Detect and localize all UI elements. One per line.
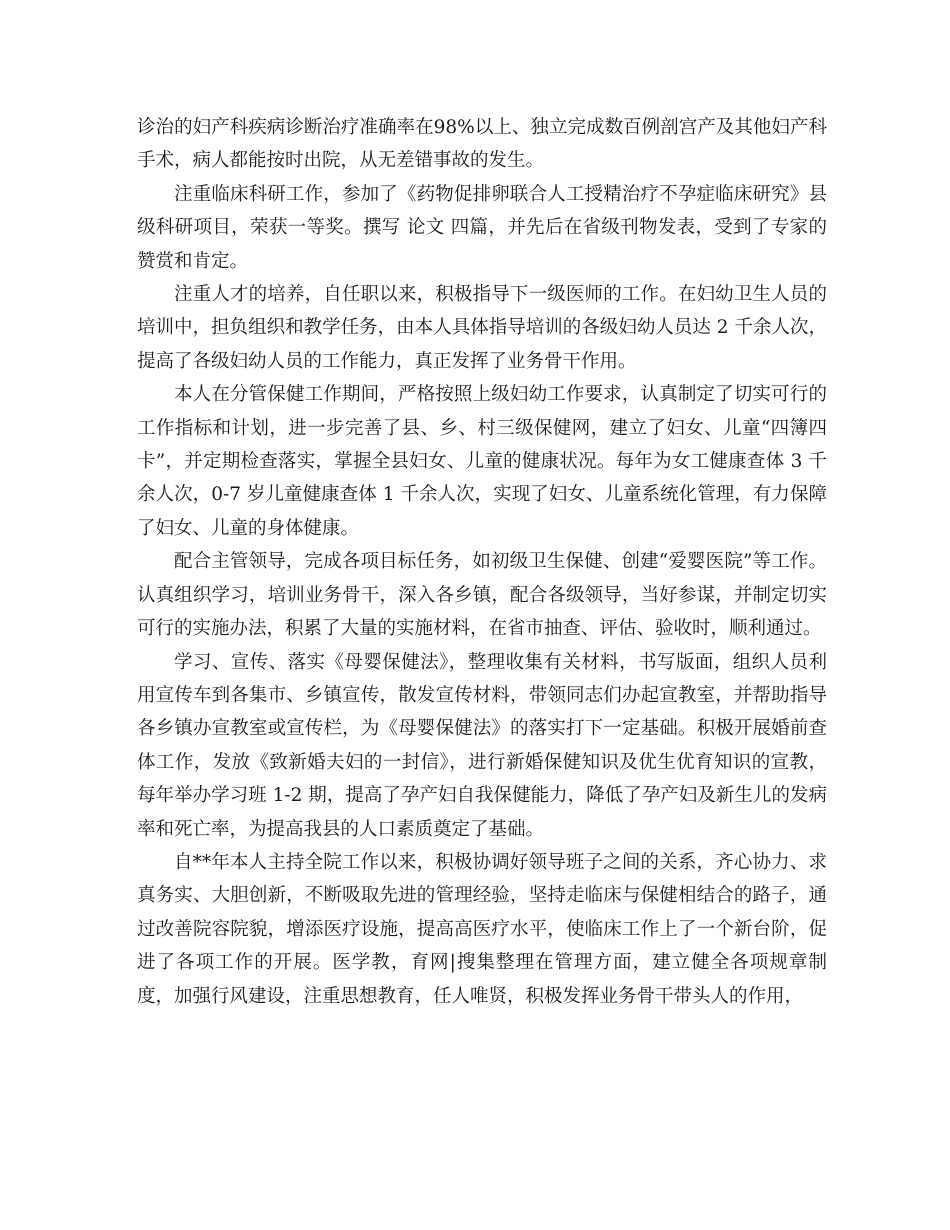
paragraph-2: 注重临床科研工作，参加了《药物促排卵联合人工授精治疗不孕症临床研究》县级科研项目，荣获一等奖。撰写 论文 四篇，并先后在省级刊物发表，受到了专家的赞赏和肯定。 [137,183,827,272]
paragraph-5: 配合主管领导，完成各项目标任务，如初级卫生保健、创建“爱婴医院”等工作。认真组织学习，培训业务骨干，深入各乡镇，配合各级领导，当好参谋，并制定切实可行的实施办法，积累了大量的实施材料，在省市抽查、评估、验收时，顺利通过。 [137,551,827,640]
paragraph-3: 注重人才的培养，自任职以来，积极指导下一级医师的工作。在妇幼卫生人员的培训中，担负组织和教学任务，由本人具体指导培训的各级妇幼人员达 2 千余人次，提高了各级妇幼人员的工作能力，真正发挥了业务骨干作用。 [137,284,827,372]
paragraph-4: 本人在分管保健工作期间，严格按照上级妇幼工作要求，认真制定了切实可行的工作指标和计划，进一步完善了县、乡、村三级保健网，建立了妇女、儿童“四簿四卡”，并定期检查落实，掌握全县妇女、儿童的健康状况。每年为女工健康查体 3 千余人次，0-7 岁儿童健康查体 1 千余人次，实现了妇女、儿童系统化管理，有力保障了妇女、儿童的身体健康。 [137,384,827,539]
paragraph-1: 诊治的妇产科疾病诊断治疗准确率在98%以上、独立完成数百例剖宫产及其他妇产科手术，病人都能按时出院，从无差错事故的发生。 [137,117,827,172]
paragraph-6: 学习、宣传、落实《母婴保健法》，整理收集有关材料，书写版面，组织人员利用宣传车到各集市、乡镇宣传，散发宣传材料，带领同志们办起宣教室，并帮助指导各乡镇办宣教室或宣传栏，为《母婴保健法》的落实打下一定基础。积极开展婚前查体工作，发放《致新婚夫妇的一封信》，进行新婚保健知识及优生优育知识的宣教，每年举办学习班 1-2 期，提高了孕产妇自我保健能力，降低了孕产妇及新生儿的发病率和死亡率，为提高我县的人口素质奠定了基础。 [137,651,827,840]
paragraph-7: 自**年本人主持全院工作以来，积极协调好领导班子之间的关系，齐心协力、求真务实、大胆创新，不断吸取先进的管理经验，坚持走临床与保健相结合的路子，通过改善院容院貌，增添医疗设施，提高高医疗水平，使临床工作上了一个新台阶，促进了各项工作的开展。医学教，育网|搜集整理在管理方面，建立健全各项规章制度，加强行风建设，注重思想教育，任人唯贤，积极发挥业务骨干带头人的作用， [137,851,827,1007]
document-body [137,111,827,1013]
